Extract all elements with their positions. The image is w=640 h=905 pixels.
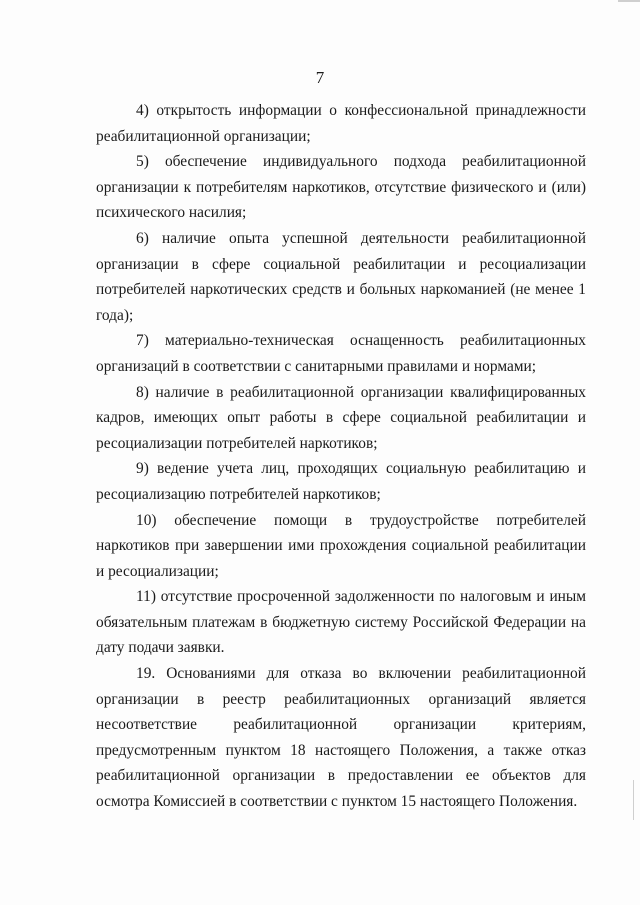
paragraph-item-5: 5) обеспечение индивидуального подхода реабилитационной организации к потребителям наркотиков, отсутствие физического и (или) психического насилия; [96, 153, 586, 222]
page-number: 7 [315, 68, 325, 87]
paragraph-item-9: 9) ведение учета лиц, проходящих социальную реабилитацию и ресоциализацию потребителей наркотиков; [96, 460, 586, 503]
paragraph-item-7: 7) материально-техническая оснащенность реабилитационных организаций в соответствии с санитарными правилами и нормами; [96, 332, 586, 375]
paragraph-item-6: 6) наличие опыта успешной деятельности реабилитационной организации в сфере социальной реабилитации и ресоциализации потребителей наркотических средств и больных наркоманией (не менее 1 года); [96, 229, 586, 324]
scan-edge-right [633, 780, 634, 820]
paragraph-item-10: 10) обеспечение помощи в трудоустройстве потребителей наркотиков при завершении ими прохождения социальной реабилитации и ресоциализации; [96, 511, 586, 580]
paragraph-item-11: 11) отсутствие просроченной задолженности по налоговым и иным обязательным платежам в бюджетную систему Российской Федерации на дату подачи заявки. [96, 588, 586, 657]
paragraph-item-4: 4) открытость информации о конфессиональной принадлежности реабилитационной организации; [96, 102, 586, 145]
scan-edge-top [618, 0, 640, 2]
document-body [96, 98, 586, 815]
paragraph-section-19: 19. Основаниями для отказа во включении реабилитационной организации в реестр реабилитационных организаций является несоответствие реабилитационной организации критериям, предусмотренным пунктом 18 настоящего Положения, а также отказ реабилитационной организации в предоставлении ее объектов для осмотра Комиссией в соответствии с пунктом 15 настоящего Положения. [96, 665, 586, 811]
paragraph-item-8: 8) наличие в реабилитационной организации квалифицированных кадров, имеющих опыт работы в сфере социальной реабилитации и ресоциализации потребителей наркотиков; [96, 383, 586, 452]
